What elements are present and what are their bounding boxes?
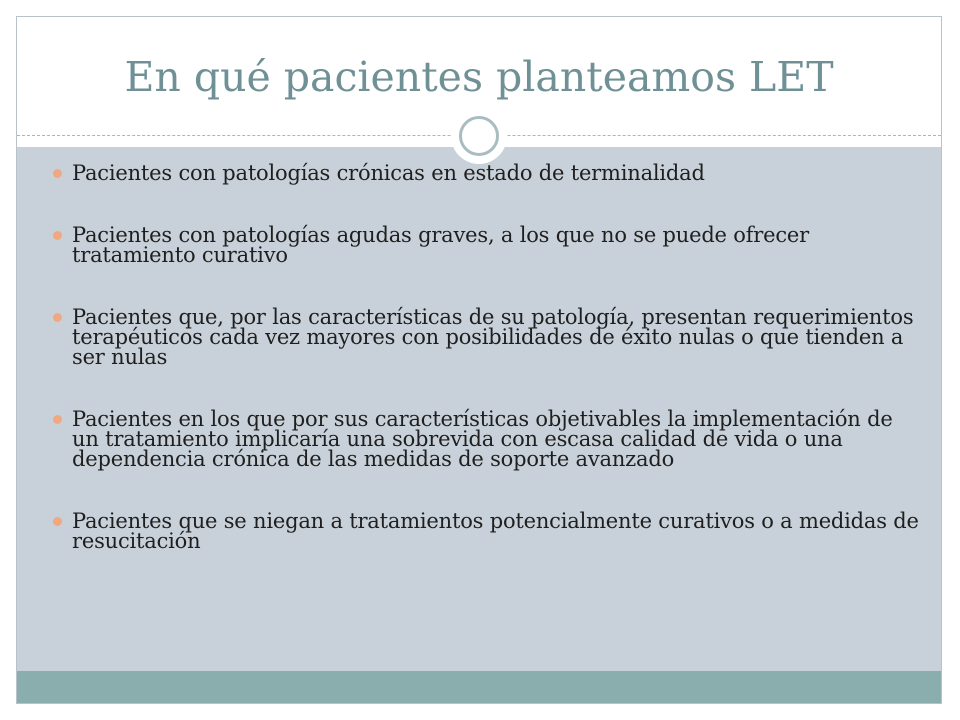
bullet-item xyxy=(53,409,919,469)
bullet-text: Pacientes con patologías agudas graves, a los que no se puede ofrecer tratamiento curativo xyxy=(72,223,809,267)
bullet-dot-icon xyxy=(53,415,62,424)
slide-title: En qué pacientes planteamos LET xyxy=(124,53,834,101)
bullet-list xyxy=(53,163,919,593)
circle-ring-inner xyxy=(459,116,499,156)
slide-frame xyxy=(16,16,942,704)
circle-ring-icon xyxy=(451,108,507,164)
bullet-text: Pacientes en los que por sus características objetivables la implementación de un tratamiento implicaría una sobrevida con escasa calidad de vida o una dependencia crónica de las medidas de soporte avanzado xyxy=(72,407,893,471)
bullet-dot-icon xyxy=(53,517,62,526)
bullet-dot-icon xyxy=(53,231,62,240)
bullet-text: Pacientes que se niegan a tratamientos potencialmente curativos o a medidas de resucitación xyxy=(72,509,919,553)
bullet-dot-icon xyxy=(53,313,62,322)
bullet-item xyxy=(53,225,919,265)
bullet-dot-icon xyxy=(53,169,62,178)
bullet-item xyxy=(53,163,919,183)
bullet-text: Pacientes con patologías crónicas en estado de terminalidad xyxy=(72,161,705,185)
bottom-band xyxy=(17,671,941,703)
bullet-item xyxy=(53,307,919,367)
bullet-text: Pacientes que, por las características de su patología, presentan requerimientos terapéuticos cada vez mayores con posibilidades de éxito nulas o que tienden a ser nulas xyxy=(72,305,914,369)
bullet-item xyxy=(53,511,919,551)
